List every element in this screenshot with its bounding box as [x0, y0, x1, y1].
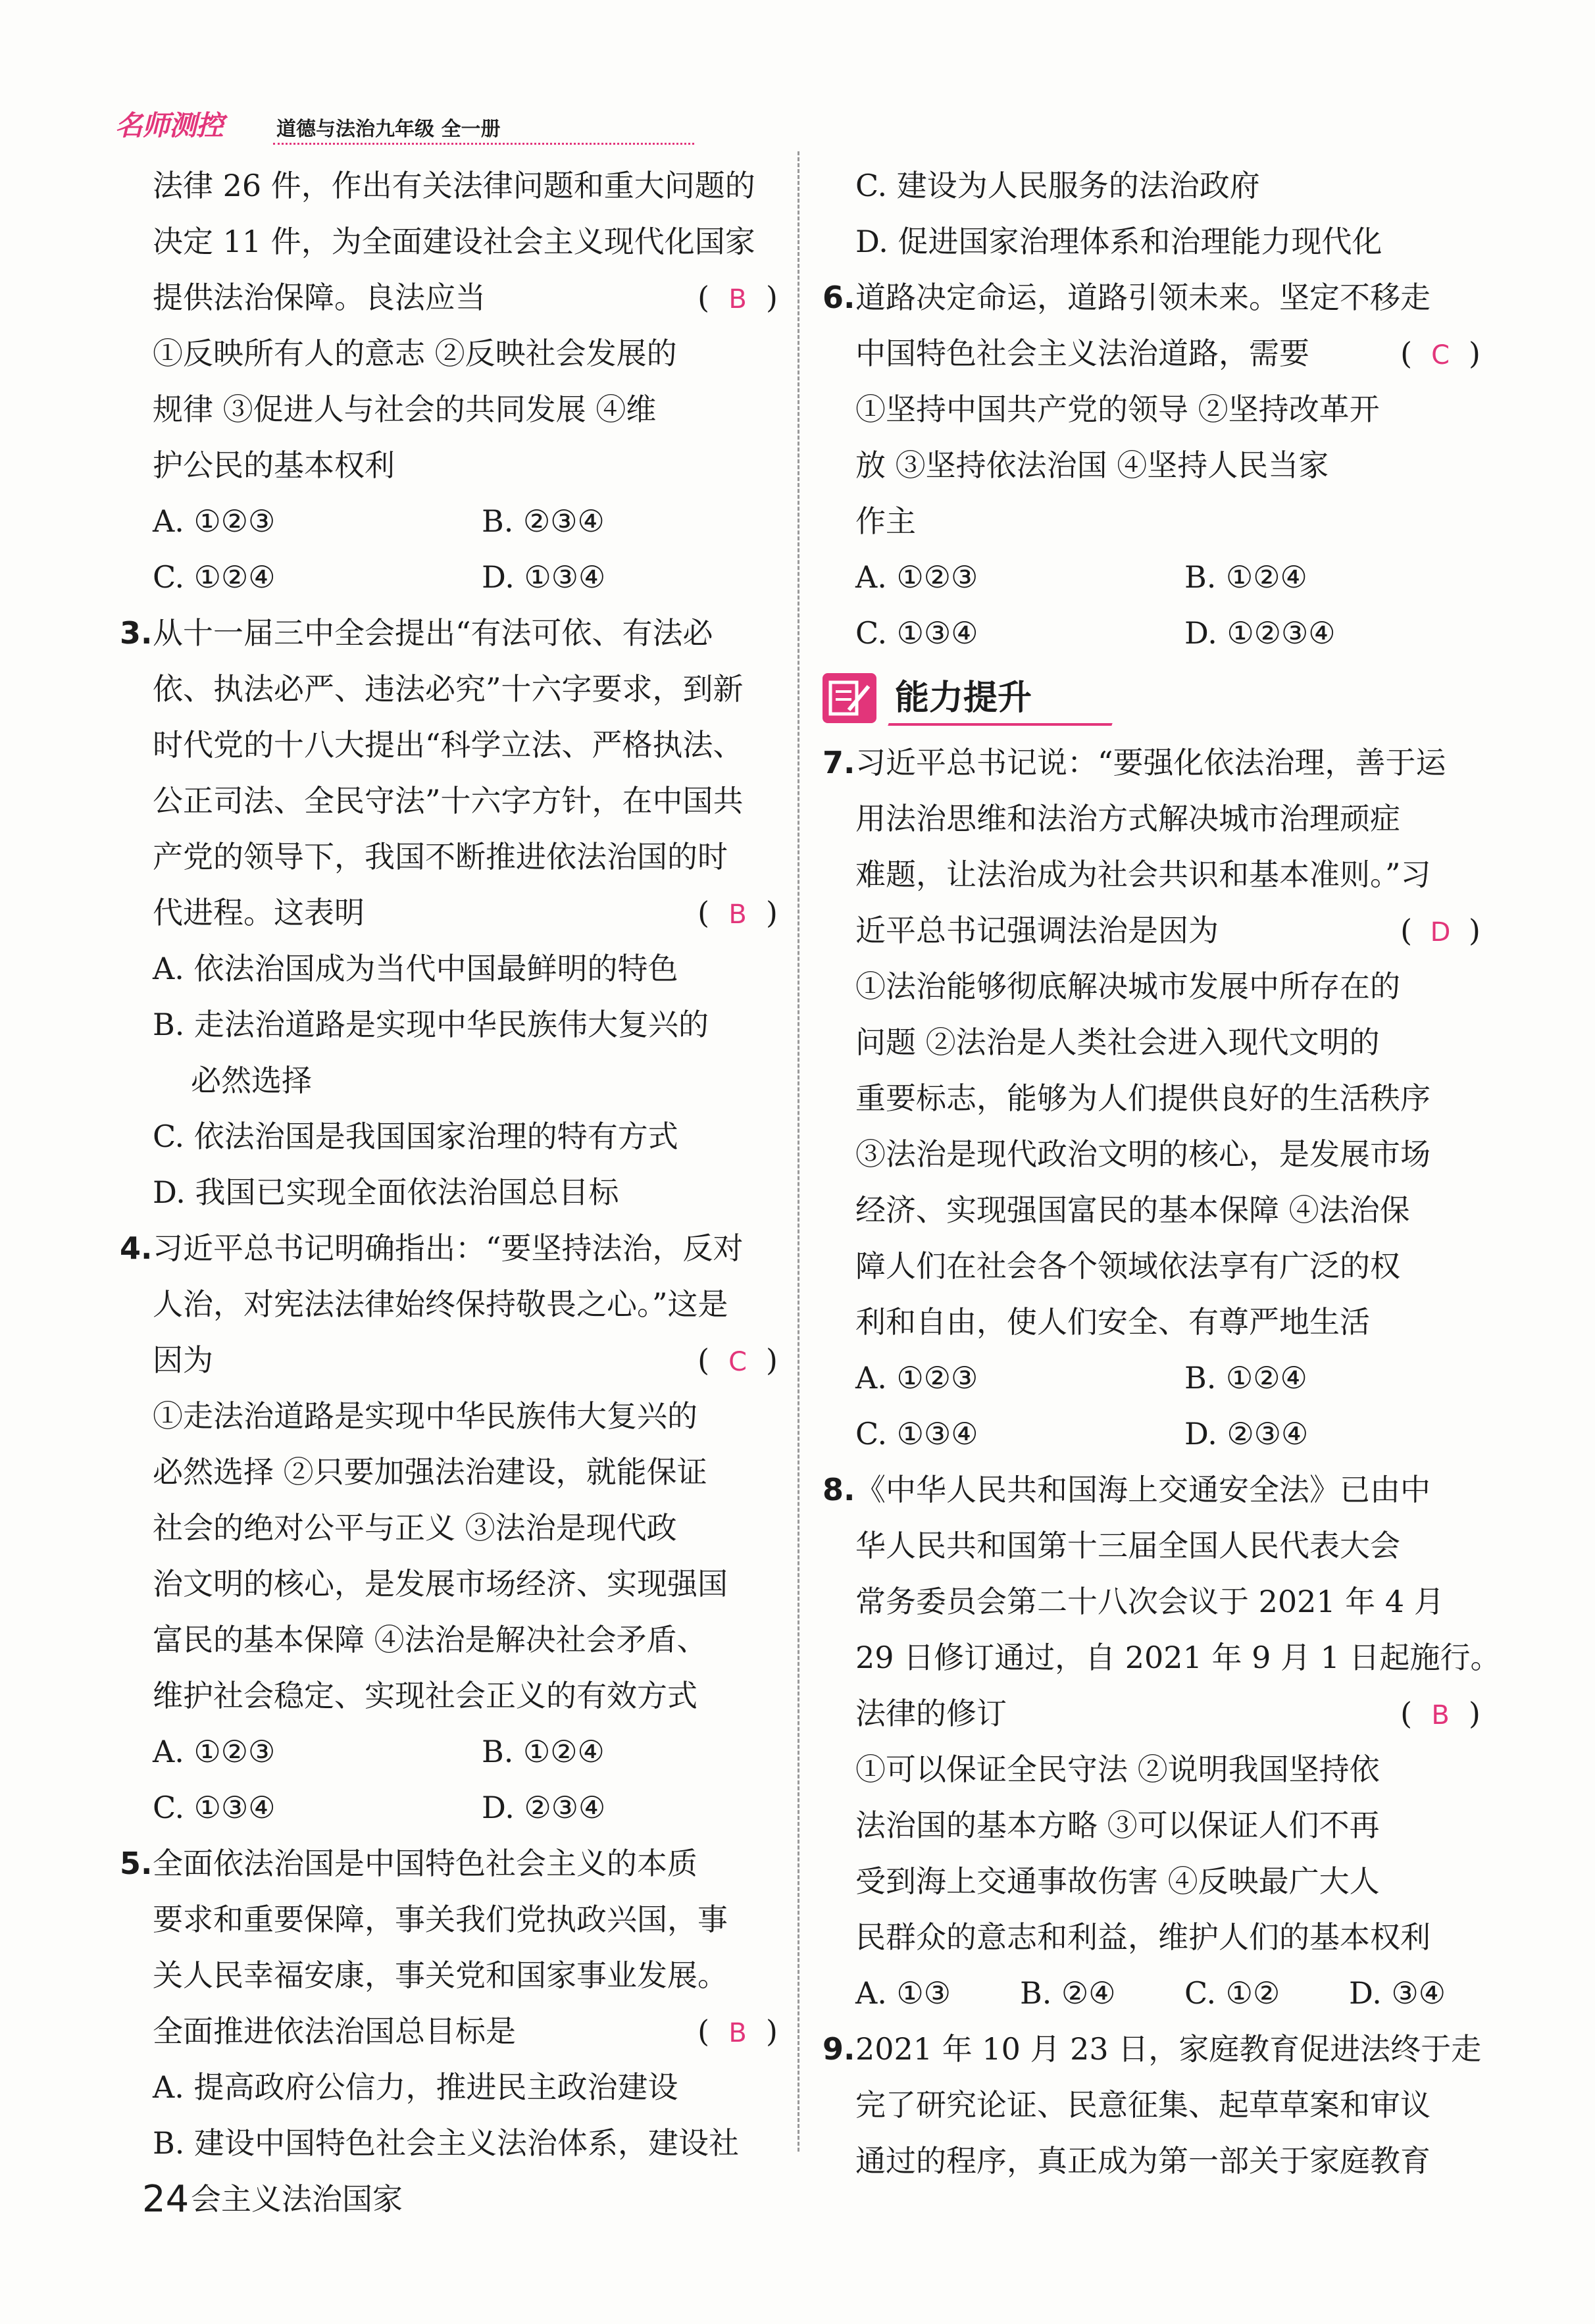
right-column — [823, 158, 1501, 2189]
option: D. ①③④ — [482, 559, 606, 595]
option: C. ①② — [1184, 1975, 1280, 2011]
text-line: 华人民共和国第十三届全国人民代表大会 — [855, 1528, 1400, 1563]
text-line: 29 日修订通过，自 2021 年 9 月 1 日起施行。 — [855, 1640, 1501, 1675]
option-row — [855, 1350, 1481, 1406]
header-rule — [273, 143, 694, 145]
text-line: 产党的领导下，我国不断推进依法治国的时 — [153, 839, 728, 874]
option: B. ②④ — [1020, 1975, 1116, 2011]
text-line — [153, 270, 778, 326]
text-line-content: 提供法治保障。良法应当 — [153, 280, 486, 315]
question-4: 4. 习近平总书记明确指出：“要坚持法治，反对 — [153, 1221, 778, 1276]
section-rule — [888, 723, 1112, 726]
question-9: 9. 2021 年 10 月 23 日，家庭教育促进法终于走 — [855, 2021, 1481, 2077]
text-line: 近平总书记强调法治是因为 ( D ) — [855, 903, 1481, 959]
option: A. ①②③ — [855, 559, 978, 595]
answer-bracket: ( B ) — [697, 885, 778, 943]
option: B. ①②④ — [1184, 1360, 1307, 1396]
text-line: 富民的基本保障 ④法治是解决社会矛盾、 — [153, 1622, 707, 1657]
option: B. 建设中国特色社会主义法治体系，建设社 — [153, 2125, 740, 2161]
option: D. ③④ — [1349, 1975, 1446, 2011]
option: C. ①③④ — [153, 1790, 276, 1825]
answer-bracket: ( D ) — [1400, 903, 1481, 961]
option: D. ②③④ — [482, 1790, 606, 1825]
text-line: 经济、实现强国富民的基本保障 ④法治保 — [855, 1192, 1410, 1228]
option-continuation: 会主义法治国家 — [191, 2181, 403, 2217]
answer-letter: C — [1431, 340, 1450, 370]
option-row — [153, 493, 778, 549]
option: C. 建设为人民服务的法治政府 — [855, 168, 1260, 203]
section-title: 能力提升 — [895, 678, 1032, 718]
text-line: 问题 ②法治是人类社会进入现代文明的 — [855, 1024, 1380, 1060]
option: A. ①②③ — [153, 503, 276, 539]
text-line: 受到海上交通事故伤害 ④反映最广大人 — [855, 1863, 1380, 1899]
question-number: 6. — [823, 280, 855, 315]
answer-bracket: ( B ) — [1400, 1686, 1481, 1744]
option: D. 我国已实现全面依法治国总目标 — [153, 1175, 619, 1210]
option: A. 依法治国成为当代中国最鲜明的特色 — [153, 951, 678, 986]
option-row — [855, 605, 1481, 661]
text-line: 常务委员会第二十八次会议于 2021 年 4 月 — [855, 1584, 1444, 1619]
text-line: 规律 ③促进人与社会的共同发展 ④维 — [153, 392, 657, 427]
text-line: 放 ③坚持依法治国 ④坚持人民当家 — [855, 447, 1329, 483]
option-row — [855, 1406, 1481, 1462]
text-line: 时代党的十八大提出“科学立法、严格执法、 — [153, 727, 744, 763]
text-line: 利和自由，使人们安全、有尊严地生活 — [855, 1304, 1370, 1340]
text-line: ①可以保证全民守法 ②说明我国坚持依 — [855, 1752, 1380, 1787]
answer-bracket: ( B ) — [697, 2004, 778, 2061]
option-row — [855, 1965, 1481, 2021]
option: B. ②③④ — [482, 503, 605, 539]
text-line: 关人民幸福安康，事关党和国家事业发展。 — [153, 1958, 728, 1993]
option: B. ①②④ — [482, 1734, 605, 1769]
question-number: 7. — [823, 745, 855, 780]
question-number: 8. — [823, 1472, 855, 1507]
text-line: ①反映所有人的意志 ②反映社会发展的 — [153, 336, 677, 371]
option-row — [153, 549, 778, 605]
option: D. ①②③④ — [1184, 615, 1336, 651]
text-line: 完了研究论证、民意征集、起草草案和审议 — [855, 2087, 1430, 2123]
text-line: 社会的绝对公平与正义 ③法治是现代政 — [153, 1510, 677, 1546]
answer-letter: B — [728, 284, 747, 315]
option: C. 依法治国是我国国家治理的特有方式 — [153, 1119, 678, 1154]
text-line: 公正司法、全民守法”十六字方针，在中国共 — [153, 783, 744, 819]
text-line: 决定 11 件，为全面建设社会主义现代化国家 — [153, 224, 755, 259]
option: A. ①③ — [855, 1975, 951, 2011]
answer-bracket: ( C ) — [1400, 326, 1481, 384]
text-line: 维护社会稳定、实现社会正义的有效方式 — [153, 1678, 697, 1713]
text-line: 法律的修订 ( B ) — [855, 1686, 1481, 1742]
left-column — [120, 158, 778, 2227]
question-3: 3. 从十一届三中全会提出“有法可依、有法必 — [153, 605, 778, 661]
option: D. ②③④ — [1184, 1416, 1309, 1452]
answer-bracket: ( B ) — [697, 270, 778, 328]
question-6: 6. 道路决定命运，道路引领未来。坚定不移走 — [855, 270, 1481, 326]
option: C. ①②④ — [153, 559, 276, 595]
text-line: ①走法治道路是实现中华民族伟大复兴的 — [153, 1398, 697, 1434]
answer-letter: B — [728, 899, 747, 930]
question-7: 7. 习近平总书记说：“要强化依法治理，善于运 — [855, 735, 1481, 791]
text-line: ①法治能够彻底解决城市发展中所存在的 — [855, 969, 1400, 1004]
answer-letter: D — [1430, 917, 1451, 947]
text-line: 法律 26 件，作出有关法律问题和重大问题的 — [153, 168, 755, 203]
page-number: 24 — [142, 2178, 190, 2221]
option: B. 走法治道路是实现中华民族伟大复兴的 — [153, 1007, 709, 1042]
answer-bracket: ( C ) — [697, 1332, 778, 1390]
text-line: 重要标志，能够为人们提供良好的生活秩序 — [855, 1080, 1430, 1116]
option: D. 促进国家治理体系和治理能力现代化 — [855, 224, 1382, 259]
option: B. ①②④ — [1184, 559, 1307, 595]
text-line: 护公民的基本权利 — [153, 447, 395, 483]
option-row — [855, 549, 1481, 605]
series-logo: 名师测控 — [115, 109, 224, 141]
option: A. ①②③ — [153, 1734, 276, 1769]
option: C. ①③④ — [855, 1416, 978, 1452]
text-line: 作主 — [855, 503, 916, 539]
notebook-pen-icon — [823, 673, 876, 723]
text-line: 通过的程序，真正成为第一部关于家庭教育 — [855, 2143, 1430, 2179]
answer-letter: C — [728, 1347, 747, 1377]
text-line: ③法治是现代政治文明的核心，是发展市场 — [855, 1136, 1430, 1172]
question-number: 3. — [120, 615, 153, 651]
text-line: 障人们在社会各个领域依法享有广泛的权 — [855, 1248, 1400, 1284]
answer-letter: B — [728, 2018, 747, 2048]
question-8: 8. 《中华人民共和国海上交通安全法》已由中 — [855, 1462, 1481, 1518]
question-number: 4. — [120, 1230, 153, 1266]
text-line: 全面推进依法治国总目标是 ( B ) — [153, 2004, 778, 2059]
text-line: 用法治思维和法治方式解决城市治理顽症 — [855, 801, 1400, 836]
answer-letter: B — [1431, 1700, 1450, 1730]
book-subject: 道德与法治九年级 全一册 — [276, 118, 501, 141]
text-line: 中国特色社会主义法治道路，需要 ( C ) — [855, 326, 1481, 382]
text-line: ①坚持中国共产党的领导 ②坚持改革开 — [855, 392, 1380, 427]
text-line: 因为 ( C ) — [153, 1332, 778, 1388]
text-line: 代进程。这表明 ( B ) — [153, 885, 778, 941]
question-5: 5. 全面依法治国是中国特色社会主义的本质 — [153, 1836, 778, 1892]
option: C. ①③④ — [855, 615, 978, 651]
section-header — [823, 664, 1481, 730]
text-line: 法治国的基本方略 ③可以保证人们不再 — [855, 1807, 1380, 1843]
text-line: 难题，让法治成为社会共识和基本准则。”习 — [855, 857, 1431, 892]
option-continuation: 必然选择 — [191, 1063, 312, 1098]
question-number: 5. — [120, 1846, 153, 1881]
page-header — [115, 109, 589, 148]
text-line: 要求和重要保障，事关我们党执政兴国，事 — [153, 1902, 728, 1937]
option-row — [153, 1780, 778, 1836]
text-line: 人治，对宪法法律始终保持敬畏之心。”这是 — [153, 1286, 728, 1322]
option-row — [153, 1724, 778, 1780]
question-number: 9. — [823, 2031, 855, 2067]
column-divider — [798, 151, 799, 2152]
text-line: 治文明的核心，是发展市场经济、实现强国 — [153, 1566, 728, 1602]
option: A. ①②③ — [855, 1360, 978, 1396]
text-line: 依、执法必严、违法必究”十六字要求，到新 — [153, 671, 744, 707]
text-line: 必然选择 ②只要加强法治建设，就能保证 — [153, 1454, 707, 1490]
option: A. 提高政府公信力，推进民主政治建设 — [153, 2069, 678, 2105]
text-line: 民群众的意志和利益，维护人们的基本权利 — [855, 1919, 1430, 1955]
